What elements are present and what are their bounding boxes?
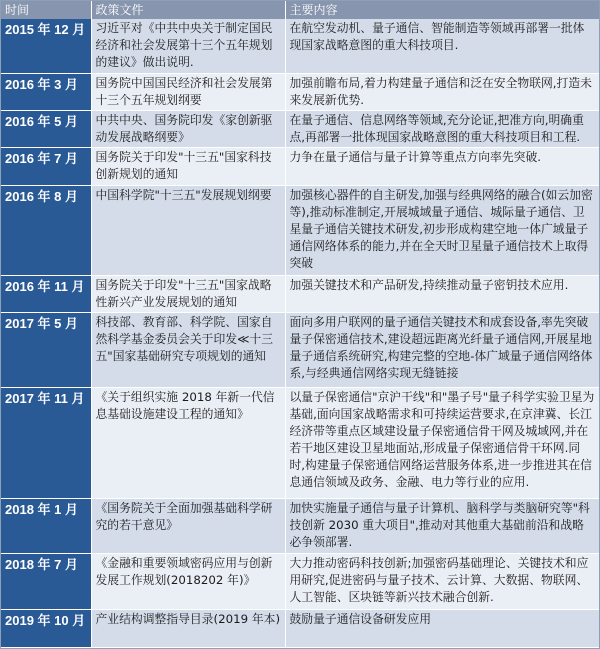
row-time: 2018 年 1 月 bbox=[1, 498, 91, 553]
row-time: 2018 年 7 月 bbox=[1, 553, 91, 609]
table-row bbox=[1, 275, 599, 312]
header-time: 时间 bbox=[1, 1, 91, 19]
row-policy-document: 国务院关于印发"十三五"国家战略性新兴产业发展规划的通知 bbox=[91, 275, 285, 312]
row-time: 2017 年 5 月 bbox=[1, 313, 91, 388]
row-main-content: 大力推动密码科技创新;加强密码基础理论、关键技术和应用研究,促进密码与量子技术、云计算、大数据、物联网、人工智能、区块链等新兴技术融合创新. bbox=[285, 553, 599, 609]
table-row bbox=[1, 111, 599, 148]
row-time: 2016 年 11 月 bbox=[1, 275, 91, 312]
row-policy-document: 国务院关于印发"十三五"国家科技创新规划的通知 bbox=[91, 148, 285, 185]
row-policy-document: 《国务院关于全面加强基础科学研究的若干意见》 bbox=[91, 498, 285, 553]
row-policy-document: 《金融和重要领域密码应用与创新发展工作规划(2018202 年)》 bbox=[91, 553, 285, 609]
row-policy-document: 中国科学院"十三五"发展规划纲要 bbox=[91, 185, 285, 275]
table-row bbox=[1, 185, 599, 275]
row-time: 2016 年 7 月 bbox=[1, 148, 91, 185]
policy-table bbox=[1, 1, 599, 648]
row-main-content: 加快实施量子通信与量子计算机、脑科学与类脑研究等"科技创新 2030 重大项目",推动对其他重大基础前沿和战略必争领部署. bbox=[285, 498, 599, 553]
table-row bbox=[1, 553, 599, 609]
table-row bbox=[1, 19, 599, 73]
row-main-content: 在航空发动机、量子通信、智能制造等领域再部署一批体现国家战略意图的重大科技项目. bbox=[285, 19, 599, 73]
table-row bbox=[1, 148, 599, 185]
row-policy-document: 习近平对《中共中央关于制定国民经济和社会发展第十三个五年规划的建议》做出说明. bbox=[91, 19, 285, 73]
row-time: 2015 年 12 月 bbox=[1, 19, 91, 73]
row-time: 2016 年 8 月 bbox=[1, 185, 91, 275]
row-main-content: 加强关键技术和产品研发,持续推动量子密钥技术应用. bbox=[285, 275, 599, 312]
row-time: 2016 年 3 月 bbox=[1, 73, 91, 110]
table-row bbox=[1, 387, 599, 498]
row-policy-document: 国务院中国国民经济和社会发展第十三个五年规划纲要 bbox=[91, 73, 285, 110]
row-main-content: 力争在量子通信与量子计算等重点方向率先突破. bbox=[285, 148, 599, 185]
row-policy-document: 科技部、教育部、科学院、国家自然科学基金委员会关于印发≪十三五"国家基础研究专项规划的通知 bbox=[91, 313, 285, 388]
header-main-content: 主要内容 bbox=[285, 1, 599, 19]
row-main-content: 加强核心器件的自主研发,加强与经典网络的融合(如云加密等),推动标准制定,开展城域量子通信、城际量子通信、卫星量子通信关键技术研发,初步形成构建空地一体广域量子通信网络体系的能力,并在全天时卫星量子通信技术上取得突破 bbox=[285, 185, 599, 275]
row-main-content: 面向多用户联网的量子通信关键技术和成套设备,率先突破量子保密通信技术,建设超远距离光纤量子通信网,开展星地量子通信系统研究,构建完整的空地-体广域量子通信网络体系,与经典通信网络实现无缝链接 bbox=[285, 313, 599, 388]
row-main-content: 以量子保密通信"京沪干线"和"墨子号"量子科学实验卫星为基础,面向国家战略需求和可持续运营要求,在京津冀、长江经济带等重点区域建设量子保密通信骨干网及城域网,并在若干地区建设卫星地面站,形成量子保密通信骨干环网.同时,构建量子保密通信网络运营服务体系,进一步推进其在信息通信领域及政务、金融、电力等行业的应用. bbox=[285, 387, 599, 498]
table-row bbox=[1, 73, 599, 110]
row-time: 2017 年 11 月 bbox=[1, 387, 91, 498]
row-main-content: 鼓励量子通信设备研发应用 bbox=[285, 609, 599, 647]
table-row bbox=[1, 498, 599, 553]
header-row bbox=[1, 1, 599, 19]
row-main-content: 加强前瞻布局,着力构建量子通信和泛在安全物联网,打造未来发展新优势. bbox=[285, 73, 599, 110]
row-policy-document: 中共中央、国务院印发《家创新驱动发展战略纲要》 bbox=[91, 111, 285, 148]
row-main-content: 在量子通信、信息网络等领域,充分论证,把准方向,明确重点,再部署一批体现国家战略意图的重大科技项目和工程. bbox=[285, 111, 599, 148]
table-row bbox=[1, 313, 599, 388]
row-policy-document: 产业结构调整指导目录(2019 年本) bbox=[91, 609, 285, 647]
header-policy-document: 政策文件 bbox=[91, 1, 285, 19]
table-row bbox=[1, 609, 599, 647]
row-time: 2019 年 10 月 bbox=[1, 609, 91, 647]
row-policy-document: 《关于组织实施 2018 年新一代信息基础设施建设工程的通知》 bbox=[91, 387, 285, 498]
row-time: 2016 年 5 月 bbox=[1, 111, 91, 148]
